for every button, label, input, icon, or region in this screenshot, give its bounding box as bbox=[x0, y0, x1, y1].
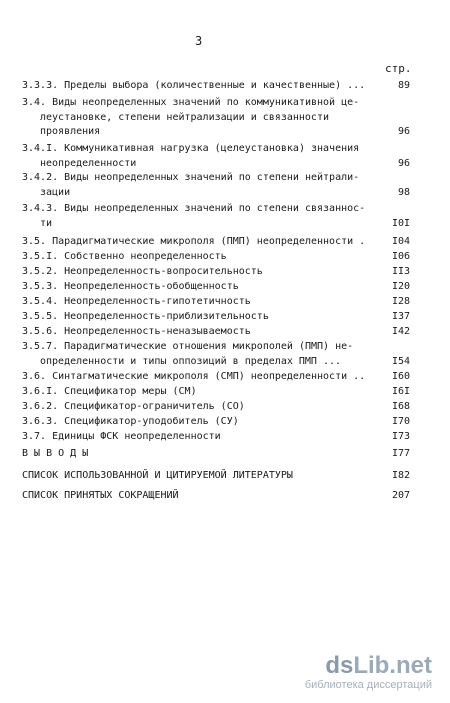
toc-line: СПИСОК ИСПОЛЬЗОВАННОЙ И ЦИТИРУЕМОЙ ЛИТЕРАТУРЫ bbox=[22, 470, 293, 481]
toc-entry bbox=[22, 431, 410, 446]
toc-line: 3.6.I. Спецификатор меры (СМ) bbox=[22, 386, 197, 397]
watermark-logo: dsLib.net bbox=[325, 652, 432, 679]
toc-page-number: I06 bbox=[391, 251, 410, 262]
toc-line: зации bbox=[40, 186, 71, 198]
toc-page-number: I0I bbox=[391, 217, 410, 229]
toc-entry bbox=[22, 281, 410, 296]
toc-entry bbox=[22, 143, 410, 172]
toc-page-number: I37 bbox=[391, 311, 410, 322]
toc-line: 3.5.5. Неопределенность-приблизительность bbox=[22, 311, 269, 322]
toc-line: 3.6. Синтагматические микрополя (СМП) неопределенности .. bbox=[22, 371, 366, 382]
toc-line: определенности и типы оппозиций в пределах ПМП ... bbox=[40, 355, 342, 367]
toc-line: 3.5.3. Неопределенность-обобщенность bbox=[22, 281, 239, 292]
toc-line: проявления bbox=[40, 126, 101, 138]
toc-entry bbox=[22, 266, 410, 281]
toc-page-number: I70 bbox=[391, 416, 410, 427]
page-number: 3 bbox=[195, 34, 203, 48]
toc-entry bbox=[22, 326, 410, 341]
toc-page-number: 89 bbox=[397, 80, 410, 91]
toc-page-number: I77 bbox=[391, 448, 410, 459]
toc-page-number: I20 bbox=[391, 281, 410, 292]
toc-page-number: I60 bbox=[391, 371, 410, 382]
toc-entry bbox=[22, 341, 410, 370]
toc-line: неопределенности bbox=[40, 157, 137, 169]
toc-line: 3.4.3. Виды неопределенных значений по степени связаннос- bbox=[22, 203, 366, 214]
toc-line: В Ы В О Д Ы bbox=[22, 448, 89, 459]
toc-entry bbox=[22, 203, 410, 232]
toc-line: 3.6.3. Спецификатор-уподобитель (СУ) bbox=[22, 416, 239, 427]
watermark bbox=[305, 653, 432, 691]
toc-entry bbox=[22, 386, 410, 401]
toc-entry bbox=[22, 172, 410, 201]
toc-page-number: II3 bbox=[391, 266, 410, 277]
page-column-header: стр. bbox=[385, 62, 412, 75]
toc-entry bbox=[22, 470, 410, 485]
toc-page-number: I28 bbox=[391, 296, 410, 307]
toc-line: ти bbox=[40, 217, 53, 229]
toc-page-number: I04 bbox=[391, 236, 410, 247]
toc-page-number: I73 bbox=[391, 431, 410, 442]
toc-entry bbox=[22, 251, 410, 266]
toc-entry bbox=[22, 416, 410, 431]
toc-entry bbox=[22, 296, 410, 311]
toc-line: леустановке, степени нейтрализации и связанности bbox=[40, 111, 329, 123]
toc-page-number: I68 bbox=[391, 401, 410, 412]
toc-line: 3.5.4. Неопределенность-гипотетичность bbox=[22, 296, 251, 307]
toc-line: 3.4. Виды неопределенных значений по коммуникативной це- bbox=[22, 97, 360, 108]
watermark-subtitle: библиотека диссертаций bbox=[304, 679, 432, 691]
toc-entry bbox=[22, 371, 410, 386]
toc-entry bbox=[22, 490, 410, 505]
toc-entry bbox=[22, 401, 410, 416]
toc-page-number: I42 bbox=[391, 326, 410, 337]
toc-page-number: I54 bbox=[391, 355, 410, 367]
toc-line: СПИСОК ПРИНЯТЫХ СОКРАЩЕНИЙ bbox=[22, 490, 179, 501]
toc-line: 3.7. Единицы ФСК неопределенности bbox=[22, 431, 221, 442]
toc-entry bbox=[22, 311, 410, 326]
toc-entry bbox=[22, 97, 410, 141]
toc-page-number: 207 bbox=[391, 490, 410, 501]
toc-entry bbox=[22, 448, 410, 463]
toc-page-number: 96 bbox=[397, 157, 410, 169]
toc-entry bbox=[22, 236, 410, 251]
toc-line: 3.5.2. Неопределенность-вопросительность bbox=[22, 266, 263, 277]
toc-page-number: I6I bbox=[391, 386, 410, 397]
toc-line: 3.5.7. Парадигматические отношения микрополей (ПМП) не- bbox=[22, 341, 354, 352]
toc-page-number: I82 bbox=[391, 470, 410, 481]
toc-page-number: 96 bbox=[397, 126, 410, 138]
toc-line: 3.6.2. Спецификатор-ограничитель (СО) bbox=[22, 401, 245, 412]
toc-line: 3.5.6. Неопределенность-неназываемость bbox=[22, 326, 251, 337]
toc-line: 3.5.I. Собственно неопределенность bbox=[22, 251, 227, 262]
toc-entry bbox=[22, 80, 410, 95]
toc-line: 3.4.I. Коммуникативная нагрузка (целеустановка) значения bbox=[22, 143, 360, 154]
toc-page-number: 98 bbox=[397, 186, 410, 198]
toc-line: 3.4.2. Виды неопределенных значений по степени нейтрали- bbox=[22, 172, 360, 183]
toc-line: 3.5. Парадигматические микрополя (ПМП) неопределенности . bbox=[22, 236, 366, 247]
toc-line: 3.3.3. Пределы выбора (количественные и качественные) ... bbox=[22, 80, 366, 91]
